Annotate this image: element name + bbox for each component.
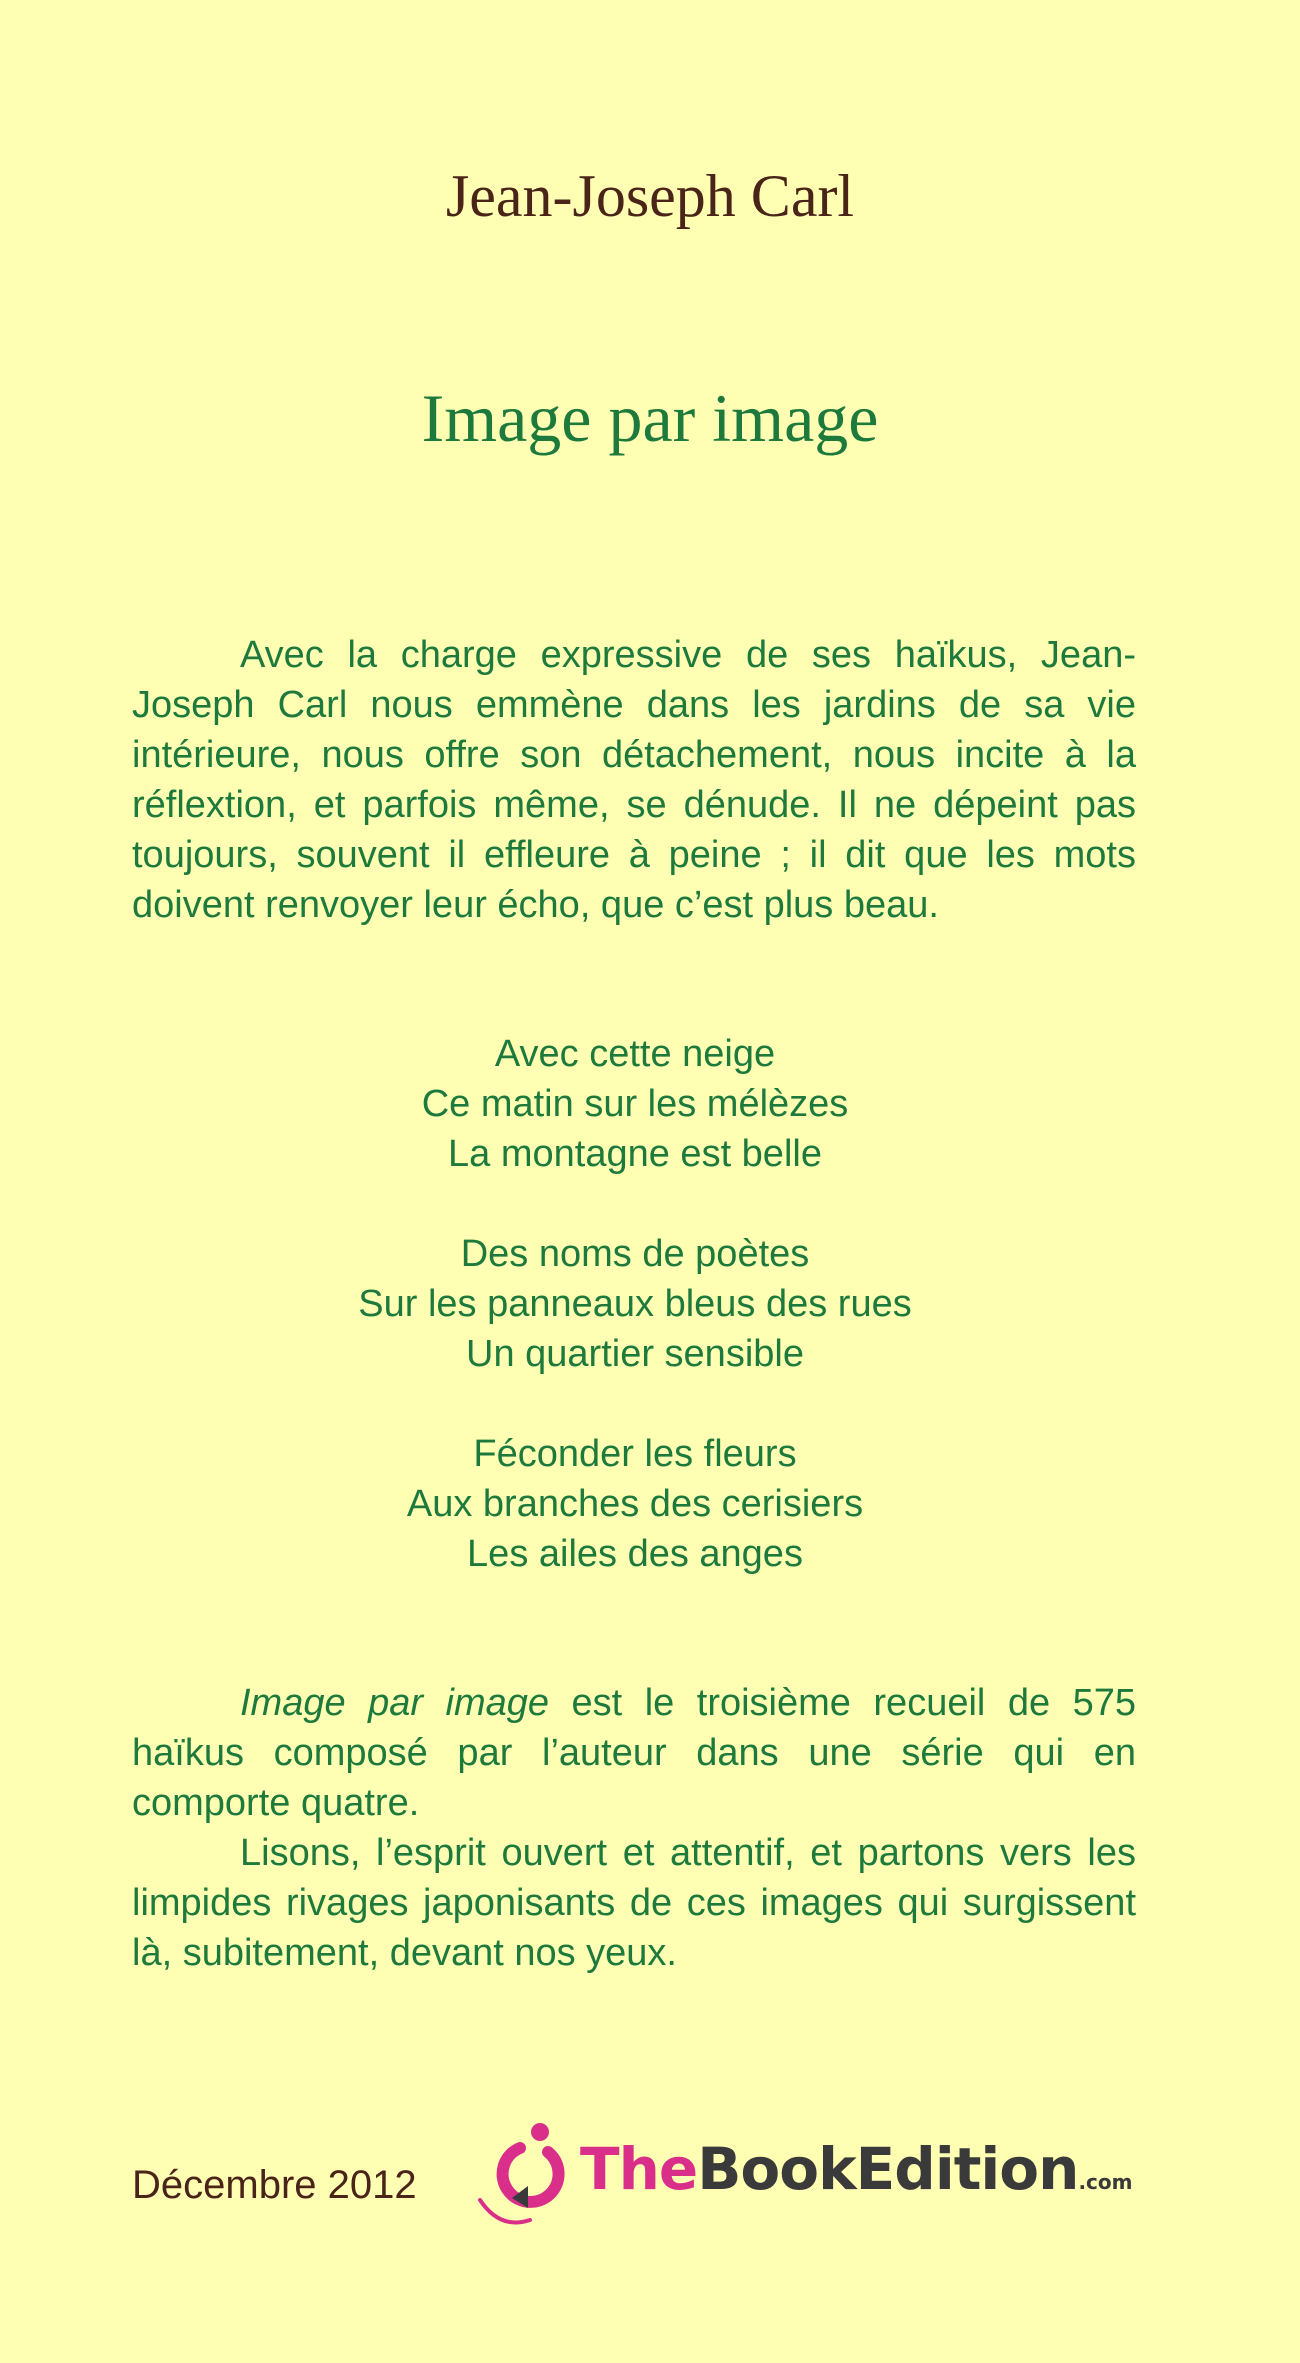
haiku-3 [0,1429,1270,1579]
haiku-line: Avec cette neige [494,1033,776,1075]
outro-paragraph-1 [132,1678,1136,1828]
haiku-line: Aux branches des cerisiers [406,1483,864,1525]
book-title: Image par image [421,380,879,456]
author-name: Jean-Joseph Carl [445,163,855,229]
outro-text-2: Lisons, l’esprit ouvert et attentif, et partons vers les limpides rivages japonisants de ces images qui surgissent là, subitement, devant nos yeux. [132,1832,1136,1974]
intro-paragraph [132,630,1136,930]
outro-text-1: est le troisième recueil de 575 haïkus composé par l’auteur dans une série qui en comporte quatre. [132,1682,1136,1824]
haiku-line: Ce matin sur les mélèzes [421,1083,849,1125]
haiku-line: Des noms de poètes [460,1233,810,1275]
haiku-line: Féconder les fleurs [473,1433,797,1475]
haiku-line: Un quartier sensible [466,1333,804,1375]
thebookedition-logo [472,2118,1133,2228]
haiku-2 [0,1229,1270,1379]
title-reference: Image par image [240,1682,550,1724]
haiku-line: La montagne est belle [448,1133,822,1175]
outro-block [132,1678,1136,1978]
haiku-1 [0,1029,1270,1179]
outro-paragraph-2 [132,1828,1136,1978]
haiku-line: Sur les panneaux bleus des rues [358,1283,912,1325]
intro-text: Avec la charge expressive de ses haïkus, Jean-Joseph Carl nous emmène dans les jardins de sa vie intérieure, nous offre son détachement, nous incite à la réflextion, et parfois même, se dénude. Il ne dépeint pas toujours, souvent il effleure à peine ; il dit que les mots doivent renvoyer leur écho, que c’est plus beau. [132,634,1136,926]
logo-wordmark: TheBookEdition.com [580,2135,1133,2203]
thebookedition-logo-icon [472,2118,582,2228]
publication-date: Décembre 2012 [132,2163,417,2207]
haiku-line: Les ailes des anges [467,1533,803,1575]
